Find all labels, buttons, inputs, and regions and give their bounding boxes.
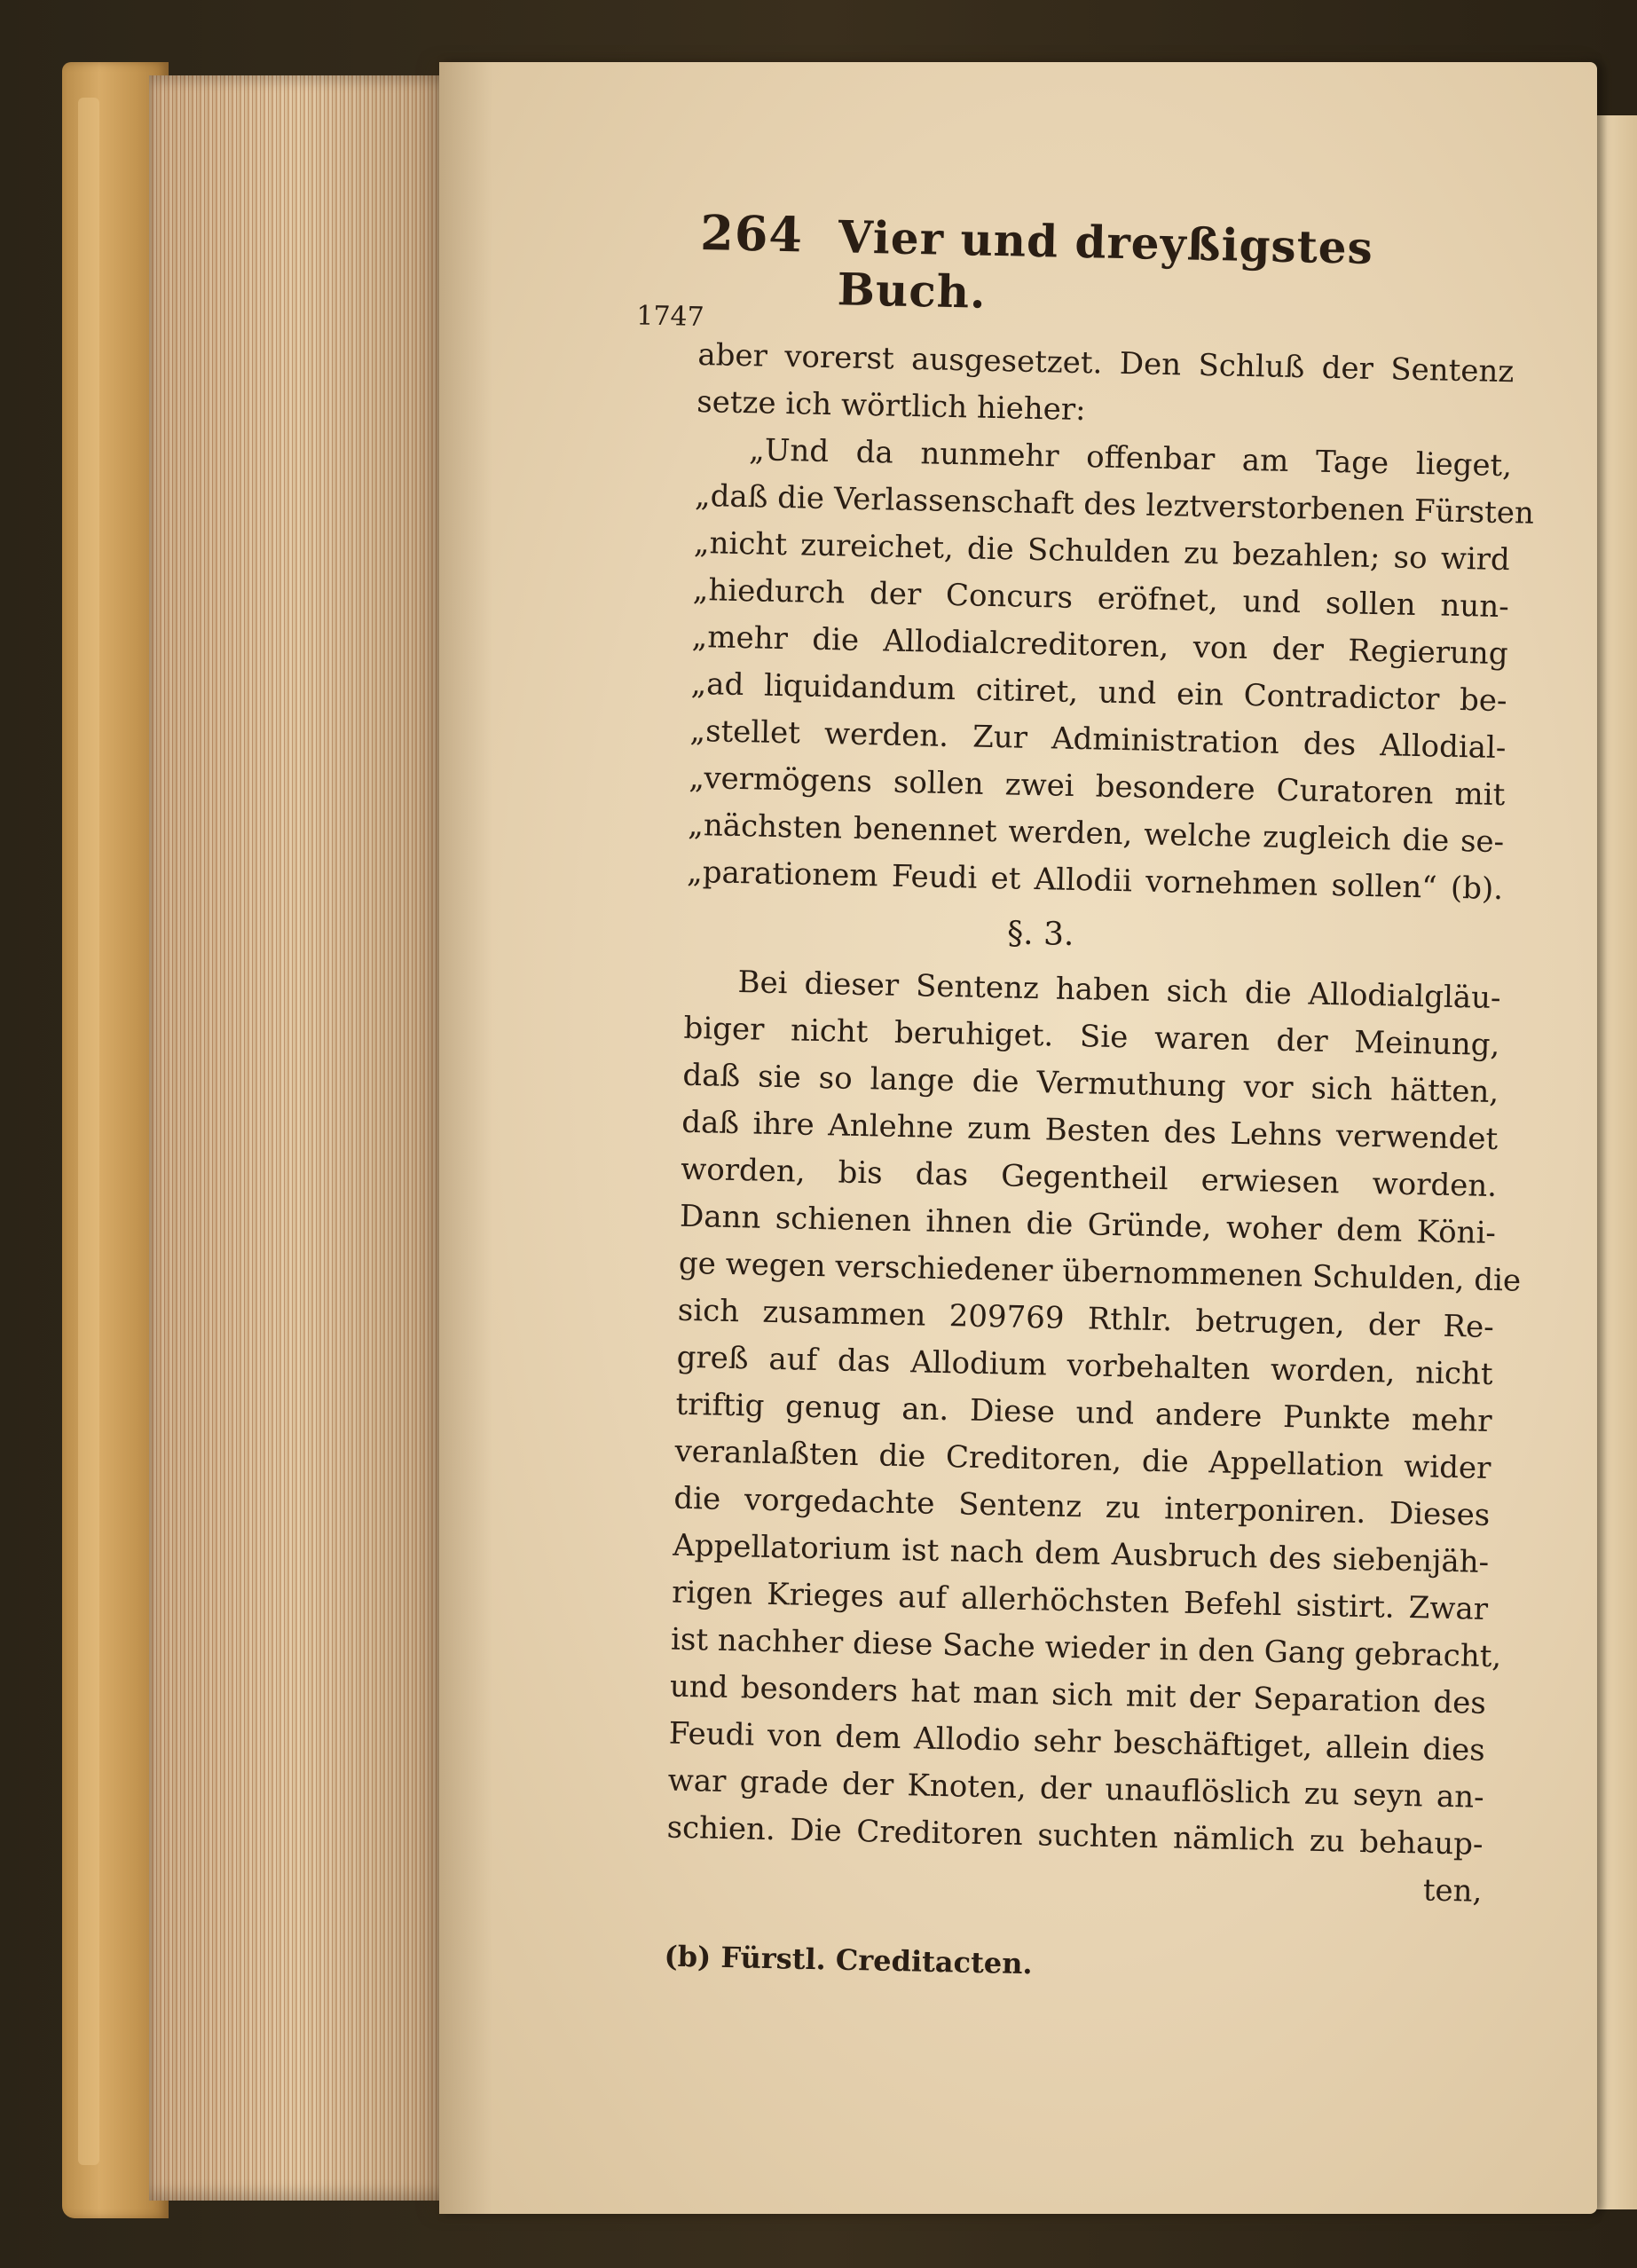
section-heading: §. 3. xyxy=(1006,915,1074,953)
text-line: greß auf das Allodium vorbehalten worden, nicht xyxy=(676,1339,1493,1392)
stacked-page-edges xyxy=(149,75,446,2201)
page-number: 264 xyxy=(699,204,804,264)
text-line: Appellatorium ist nach dem Ausbruch des siebenjäh- xyxy=(672,1527,1490,1580)
text-line: worden, bis das Gegentheil erwiesen worden. xyxy=(680,1151,1498,1205)
catchword: ten, xyxy=(1422,1872,1483,1910)
text-line: schien. Die Creditoren suchten nämlich zu behaup- xyxy=(666,1809,1484,1862)
footnote: (b) Fürstl. Creditacten. xyxy=(664,1939,1034,1981)
running-title: Vier und dreyßigstes Buch. xyxy=(837,210,1374,319)
text-line: biger nicht beruhiget. Sie waren der Meinung, xyxy=(683,1010,1500,1064)
text-line: war grade der Knoten, der unauflöslich zu seyn an- xyxy=(667,1762,1485,1815)
text-line: ge wegen verschiedener übernommenen Schulden, die xyxy=(678,1245,1522,1299)
text-line: die vorgedachte Sentenz zu interponiren. Dieses xyxy=(673,1480,1491,1533)
text-line: „Und da nunmehr offenbar am Tage lieget, xyxy=(748,432,1513,484)
text-line: Bei dieser Sentenz haben sich die Allodialgläu- xyxy=(737,965,1501,1017)
text-line: triftig genug an. Diese und andere Punkte mehr xyxy=(675,1386,1492,1439)
text-line: „parationem Feudi et Allodii vornehmen sollen“ (b). xyxy=(686,854,1504,908)
text-line: „hiedurch der Concurs eröfnet, und sollen nun- xyxy=(692,571,1510,626)
text-line: „mehr die Allodialcreditoren, von der Regierung xyxy=(691,618,1508,673)
text-line: „stellet werden. Zur Administration des Allodial- xyxy=(689,713,1507,767)
text-line: Feudi von dem Allodio sehr beschäftiget, allein dies xyxy=(668,1715,1486,1768)
text-line: ist nachher diese Sache wieder in den Gang gebracht, xyxy=(670,1621,1502,1675)
text-line: „nächsten benennet werden, welche zugleich die se- xyxy=(687,807,1505,861)
text-line: setze ich wörtlich hieher: xyxy=(696,383,1086,429)
margin-year: 1747 xyxy=(635,300,705,334)
text-line: aber vorerst ausgesetzet. Den Schluß der Sentenz xyxy=(697,336,1515,390)
page-content xyxy=(635,204,1535,1996)
text-line: Dann schienen ihnen die Gründe, woher dem Köni- xyxy=(679,1198,1497,1252)
text-line: „ad liquidandum citiret, und ein Contradictor be- xyxy=(690,665,1507,720)
text-line: daß ihre Anlehne zum Besten des Lehns verwendet xyxy=(681,1104,1499,1158)
running-head xyxy=(698,204,1516,329)
text-line: veranlaßten die Creditoren, die Appellation wider xyxy=(674,1433,1491,1486)
text-line: rigen Krieges auf allerhöchsten Befehl sistirt. Zwar xyxy=(671,1574,1489,1627)
text-line: „vermögens sollen zwei besondere Curatoren mit xyxy=(689,760,1506,814)
text-line: daß sie so lange die Vermuthung vor sich hätten, xyxy=(682,1057,1499,1111)
text-line: „nicht zureichet, die Schulden zu bezahlen; so wird xyxy=(693,524,1511,579)
text-line: sich zusammen 209769 Rthlr. betrugen, der Re- xyxy=(677,1292,1495,1345)
text-line: „daß die Verlassenschaft des leztverstorbenen Fürsten xyxy=(694,477,1535,532)
text-line: und besonders hat man sich mit der Separation des xyxy=(669,1668,1487,1721)
